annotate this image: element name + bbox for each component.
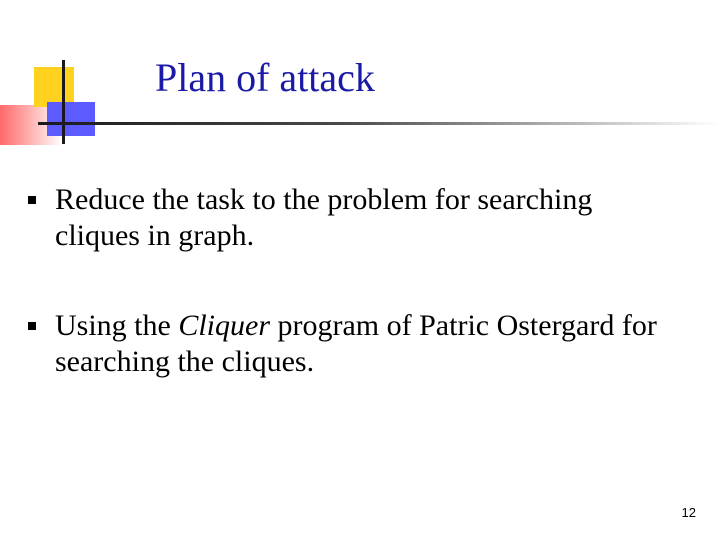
bullet-text-suffix: program of Patric Ostergard for searching the cliques. <box>55 309 657 378</box>
bullet-text: Reduce the task to the problem for searching cliques in graph. <box>55 183 593 252</box>
square-bullet-icon <box>28 322 36 330</box>
bullet-text-prefix: Using the <box>55 309 179 342</box>
page-number: 12 <box>681 505 696 520</box>
square-bullet-icon <box>28 196 36 204</box>
bullet-list <box>28 182 668 434</box>
blue-square-accent <box>47 102 95 136</box>
vertical-rule <box>62 60 65 144</box>
bullet-item <box>28 182 668 254</box>
program-name: Cliquer <box>178 309 270 342</box>
yellow-square-accent <box>34 67 74 107</box>
bullet-item <box>28 308 668 380</box>
title-underline-rule <box>38 122 720 125</box>
slide-title: Plan of attack <box>155 55 375 100</box>
